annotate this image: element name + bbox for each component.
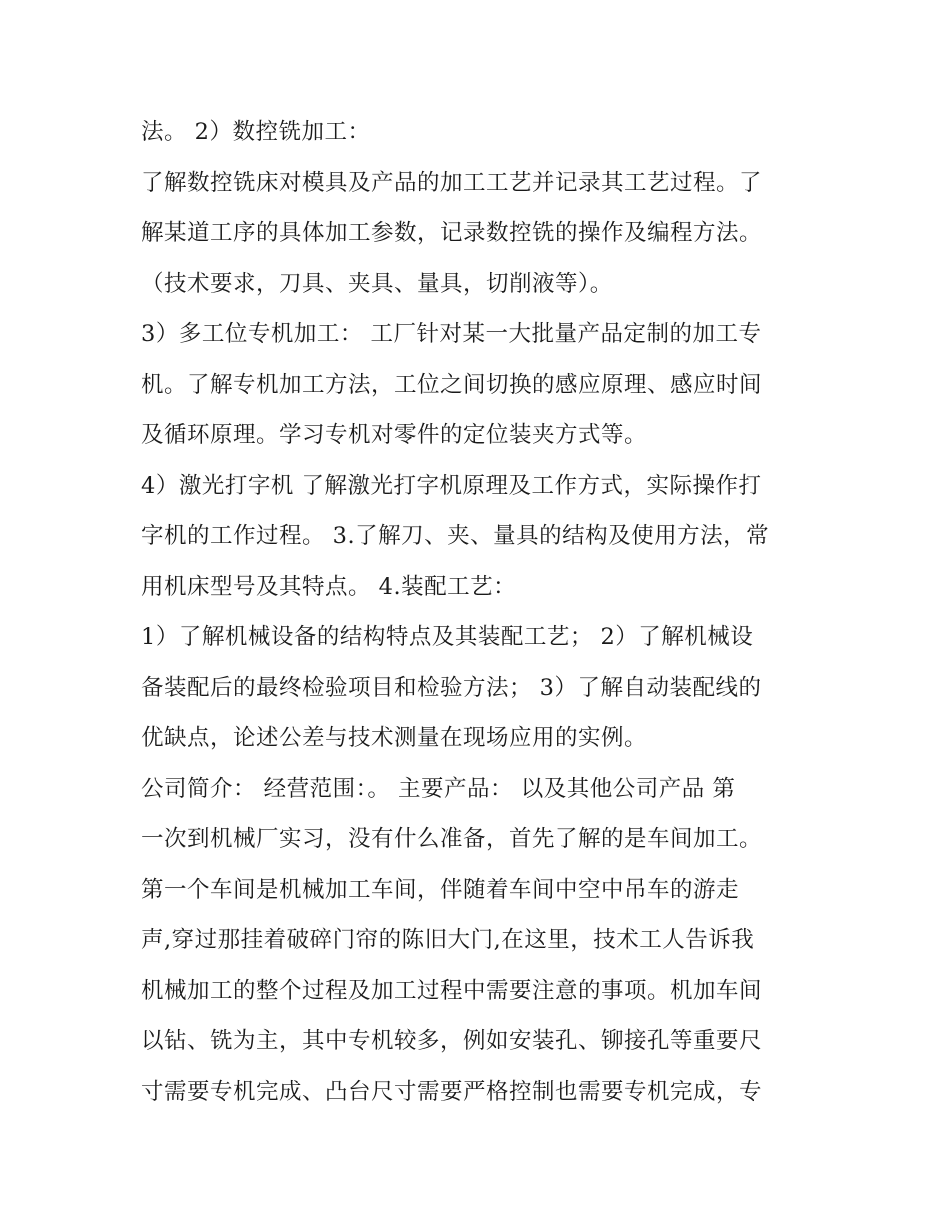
text-line: 公司简介： 经营范围：。 主要产品： 以及其他公司产品 第 (141, 775, 736, 802)
body-text (141, 107, 821, 1117)
text-line: （技术要求，刀具、夹具、量具，切削液等）。 (141, 270, 613, 297)
text-line: 解某道工序的具体加工参数，记录数控铣的操作及编程方法。 (141, 220, 763, 246)
text-line: 备装配后的最终检验项目和检验方法； 3）了解自动装配线的 (141, 674, 762, 701)
text-line: 字机的工作过程。 3.了解刀、夹、量具的结构及使用方法，常 (141, 523, 770, 549)
text-line: 了解数控铣床对模具及产品的加工工艺并记录其工艺过程。了 (141, 169, 763, 196)
text-line: 寸需要专机完成、凸台尺寸需要严格控制也需要专机完成，专 (141, 1078, 763, 1105)
text-line: 1）了解机械设备的结构特点及其装配工艺； 2）了解机械设 (141, 624, 754, 650)
text-line: 及循环原理。学习专机对零件的定位装夹方式等。 (141, 422, 648, 448)
text-line: 机械加工的整个过程及加工过程中需要注意的事项。机加车间 (141, 977, 763, 1004)
text-line: 4）激光打字机 了解激光打字机原理及工作方式，实际操作打 (141, 472, 762, 499)
text-line: 用机床型号及其特点。 4.装配工艺： (141, 573, 517, 600)
text-line: 以钻、铣为主，其中专机较多，例如安装孔、铆接孔等重要尺 (141, 1028, 763, 1054)
text-line: 3）多工位专机加工： 工厂针对某一大批量产品定制的加工专 (141, 321, 762, 347)
text-line: 一次到机械厂实习，没有什么准备，首先了解的是车间加工。 (141, 826, 763, 852)
text-line: 第一个车间是机械加工车间，伴随着车间中空中吊车的游走 (141, 876, 740, 903)
text-line: 法。 2）数控铣加工： (141, 119, 371, 145)
text-line: 机。了解专机加工方法，工位之间切换的感应原理、感应时间 (141, 371, 763, 398)
text-line: 声,穿过那挂着破碎门帘的陈旧大门,在这里，技术工人告诉我 (141, 927, 755, 953)
text-line: 优缺点，论述公差与技术测量在现场应用的实例。 (141, 725, 648, 751)
